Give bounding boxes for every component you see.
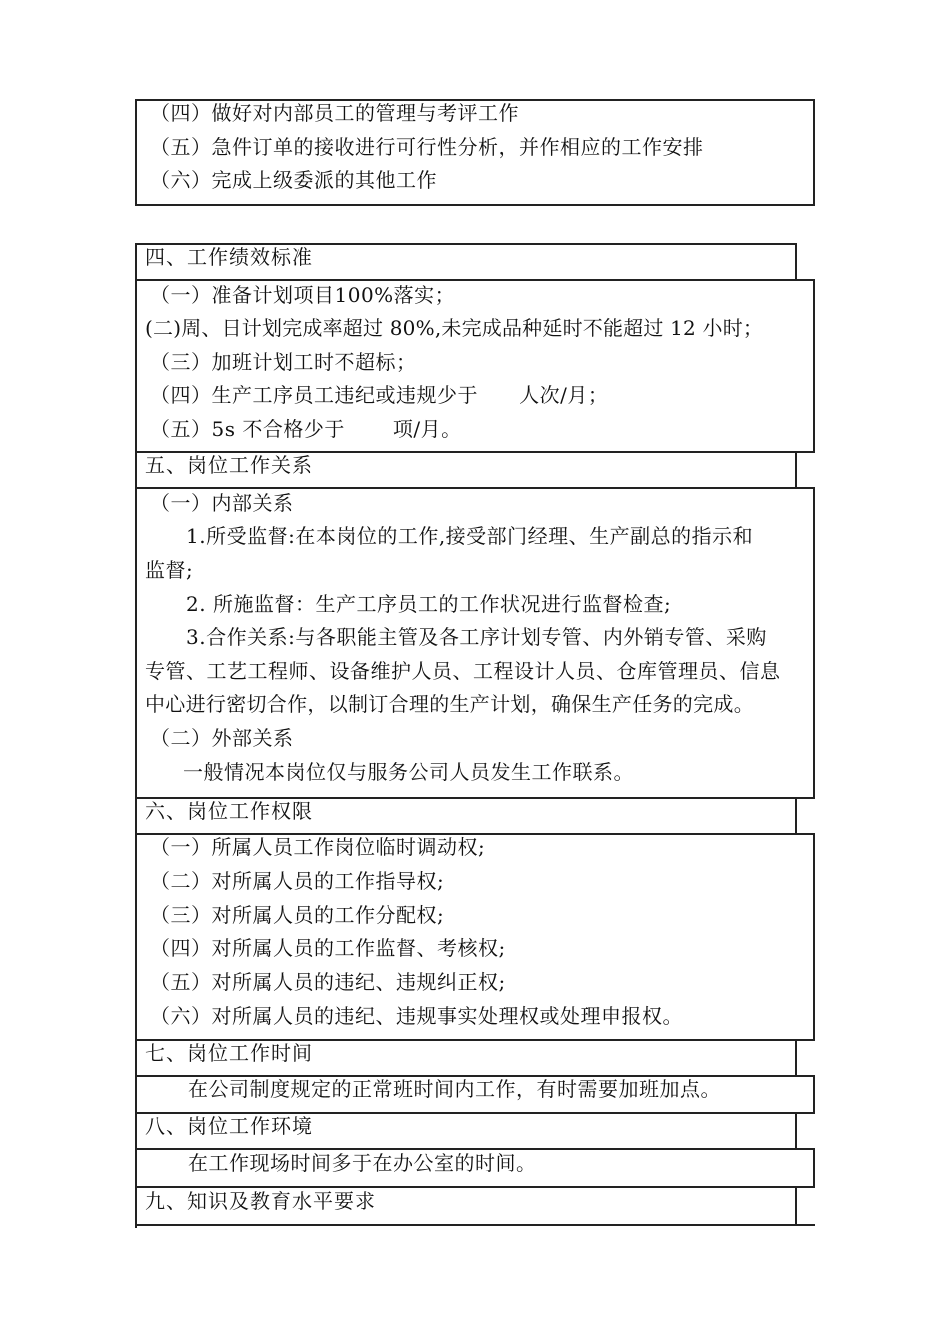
sec8-body-right [813,1148,815,1188]
sec4-header-bottom [135,279,815,281]
sec9-left-border [135,1186,137,1228]
sec5-internal-title: （一）内部关系 [150,491,294,515]
sec6-item-4: （四）对所属人员的工作监督、考核权; [150,936,506,960]
sec8-header-bottom [135,1148,815,1150]
sec5-external-text: 一般情况本岗位仅与服务公司人员发生工作联系。 [183,760,634,784]
sec8-left-border [135,1112,137,1188]
sec4-title: 四、工作绩效标准 [145,245,313,269]
box1-left-border [135,99,137,206]
sec5-line-5: 专管、工艺工程师、设备维护人员、工程设计人员、仓库管理员、信息 [145,659,781,683]
sec6-item-6: （六）对所属人员的违纪、违规事实处理权或处理申报权。 [150,1004,683,1028]
sec7-body-right [813,1075,815,1114]
sec4-item-5: （五）5s 不合格少于 项/月。 [150,417,462,441]
sec9-bottom-border [135,1224,815,1226]
box1-right-border [813,99,815,206]
sec5-line-4: 3.合作关系:与各职能主管及各工序计划专管、内外销专管、采购 [186,625,767,649]
sec4-header-right [795,243,797,281]
sec9-title: 九、知识及教育水平要求 [145,1189,376,1213]
sec6-item-2: （二）对所属人员的工作指导权; [150,869,445,893]
sec4-item-1: （一）准备计划项目100%落实； [150,283,456,307]
sec5-title: 五、岗位工作关系 [145,453,313,477]
sec8-body-bottom [135,1186,815,1188]
sec6-item-3: （三）对所属人员的工作分配权; [150,903,445,927]
sec8-text: 在工作现场时间多于在办公室的时间。 [188,1151,537,1175]
sec8-title: 八、岗位工作环境 [145,1114,313,1138]
sec9-header-right [795,1186,797,1226]
sec4-item-3: （三）加班计划工时不超标； [150,350,417,374]
sec5-line-6: 中心进行密切合作，以制订合理的生产计划，确保生产任务的完成。 [145,692,754,716]
sec8-header-right [795,1112,797,1150]
sec5-left-border [135,451,137,799]
sec4-body-right [813,279,815,453]
sec5-line-3: 2. 所施监督：生产工序员工的工作状况进行监督检查; [186,592,672,616]
duty-item-6: （六）完成上级委派的其他工作 [150,168,437,192]
duty-item-5: （五）急件订单的接收进行可行性分析，并作相应的工作安排 [150,135,704,159]
sec5-line-1: 1.所受监督:在本岗位的工作,接受部门经理、生产副总的指示和 [186,524,754,548]
sec7-text: 在公司制度规定的正常班时间内工作，有时需要加班加点。 [188,1077,721,1101]
sec5-line-2: 监督; [145,558,194,582]
sec4-item-4: （四）生产工序员工违纪或违规少于 人次/月； [150,383,609,407]
sec6-title: 六、岗位工作权限 [145,799,313,823]
duty-item-4: （四）做好对内部员工的管理与考评工作 [150,101,519,125]
sec7-title: 七、岗位工作时间 [145,1041,313,1065]
sec5-header-bottom [135,487,815,489]
sec6-item-1: （一）所属人员工作岗位临时调动权; [150,835,486,859]
sec4-item-2: (二)周、日计划完成率超过 80%,未完成品种延时不能超过 12 小时； [145,316,764,340]
sec6-item-5: （五）对所属人员的违纪、违规纠正权; [150,970,506,994]
box1-bottom-border [135,204,815,206]
sec6-header-right [795,797,797,835]
sec7-header-right [795,1039,797,1077]
sec5-body-right [813,487,815,799]
sec5-header-right [795,451,797,489]
sec4-left-border [135,243,137,453]
sec5-external-title: （二）外部关系 [150,726,294,750]
sec6-body-right [813,833,815,1041]
